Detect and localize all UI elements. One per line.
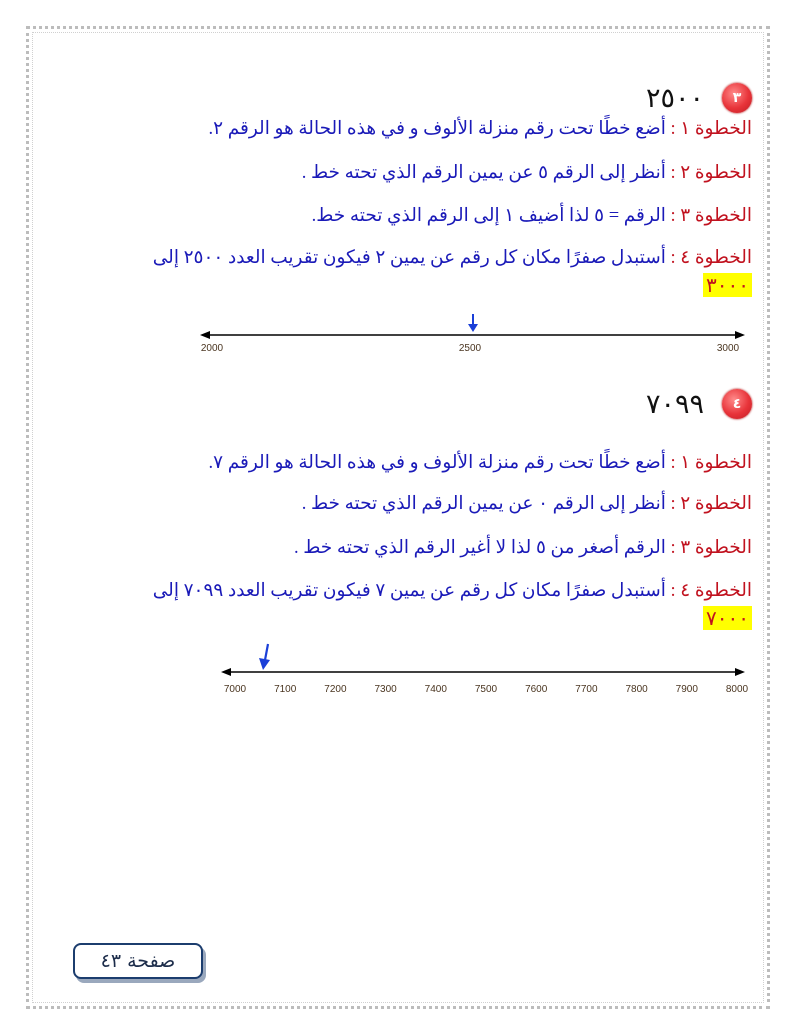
problem-3-number-line — [0, 312, 800, 362]
step-text: الرقم = ٥ لذا أضيف ١ إلى الرقم الذي تحته خط. — [311, 206, 671, 226]
number-line-tick-label: 7000 — [223, 684, 247, 695]
number-line-tick-label: 7600 — [525, 684, 548, 695]
step-text: أنظر إلى الرقم ٠ عن يمين الرقم الذي تحته خط . — [301, 494, 671, 514]
number-line-arrow-left — [200, 331, 210, 339]
step-label: الخطوة ٤ : — [670, 581, 752, 601]
step-text: أضع خطًا تحت رقم منزلة الألوف و في هذه الحالة هو الرقم ٢. — [208, 119, 671, 139]
problem-3-badge: ٣ — [722, 83, 752, 113]
number-line-tick-label: 2500 — [458, 343, 482, 354]
number-line-tick-label: 3000 — [716, 343, 740, 354]
number-line-tick-label: 7200 — [324, 684, 347, 695]
answer-highlight: ٧٠٠٠ — [703, 606, 752, 630]
number-line-marker-icon — [259, 644, 270, 670]
number-line-tick-label: 7500 — [474, 684, 498, 695]
problem-4-step-3 — [294, 535, 752, 561]
step-label: الخطوة ٢ : — [670, 494, 752, 514]
problem-3-step-2 — [302, 160, 752, 186]
problem-4-step-4 — [153, 578, 752, 604]
number-line-tick-label: 7100 — [274, 684, 297, 695]
problem-4-header — [646, 386, 752, 422]
step-label: الخطوة ٣ : — [670, 538, 752, 558]
problem-4-number: ٧٠٩٩ — [645, 388, 704, 420]
problem-4-step-1 — [209, 450, 753, 476]
problem-3-step-4 — [153, 245, 752, 271]
number-line-marker-icon — [468, 314, 478, 332]
problem-3-step-1 — [209, 116, 753, 142]
step-text: أنظر إلى الرقم ٥ عن يمين الرقم الذي تحته خط . — [301, 163, 671, 183]
number-line-arrow-left — [221, 668, 231, 676]
problem-3-number: ٢٥٠٠ — [645, 82, 704, 114]
step-label: الخطوة ٤ : — [670, 248, 752, 268]
number-line-arrow-right — [735, 331, 745, 339]
problem-4-number-line — [0, 640, 800, 700]
problem-3-answer — [703, 273, 752, 297]
step-text: أستبدل صفرًا مكان كل رقم عن يمين ٢ فيكون تقريب العدد ٢٥٠٠ إلى — [152, 248, 671, 268]
number-line-tick-label: 7700 — [575, 684, 598, 695]
problem-3-header — [646, 80, 752, 116]
number-line-tick-label: 2000 — [200, 343, 224, 354]
problem-4-step-2 — [302, 491, 752, 517]
number-line-tick-label: 7400 — [424, 684, 447, 695]
page-number-label: صفحة ٤٣ — [100, 950, 176, 972]
problem-4-answer — [703, 606, 752, 630]
step-text: أضع خطًا تحت رقم منزلة الألوف و في هذه الحالة هو الرقم ٧. — [208, 453, 671, 473]
step-text: أستبدل صفرًا مكان كل رقم عن يمين ٧ فيكون تقريب العدد ٧٠٩٩ إلى — [152, 581, 671, 601]
number-line-tick-label: 7800 — [625, 684, 648, 695]
page-number-tag — [73, 943, 203, 979]
step-label: الخطوة ٣ : — [670, 206, 752, 226]
step-label: الخطوة ١ : — [670, 453, 752, 473]
problem-4-badge: ٤ — [722, 389, 752, 419]
number-line-tick-label: 8000 — [725, 684, 749, 695]
step-text: الرقم أصغر من ٥ لذا لا أغير الرقم الذي تحته خط . — [293, 538, 671, 558]
number-line-arrow-right — [735, 668, 745, 676]
number-line-tick-label: 7300 — [374, 684, 397, 695]
answer-highlight: ٣٠٠٠ — [703, 273, 752, 297]
number-line-tick-label: 7900 — [675, 684, 698, 695]
step-label: الخطوة ١ : — [670, 119, 752, 139]
step-label: الخطوة ٢ : — [670, 163, 752, 183]
problem-3-step-3 — [312, 203, 752, 229]
